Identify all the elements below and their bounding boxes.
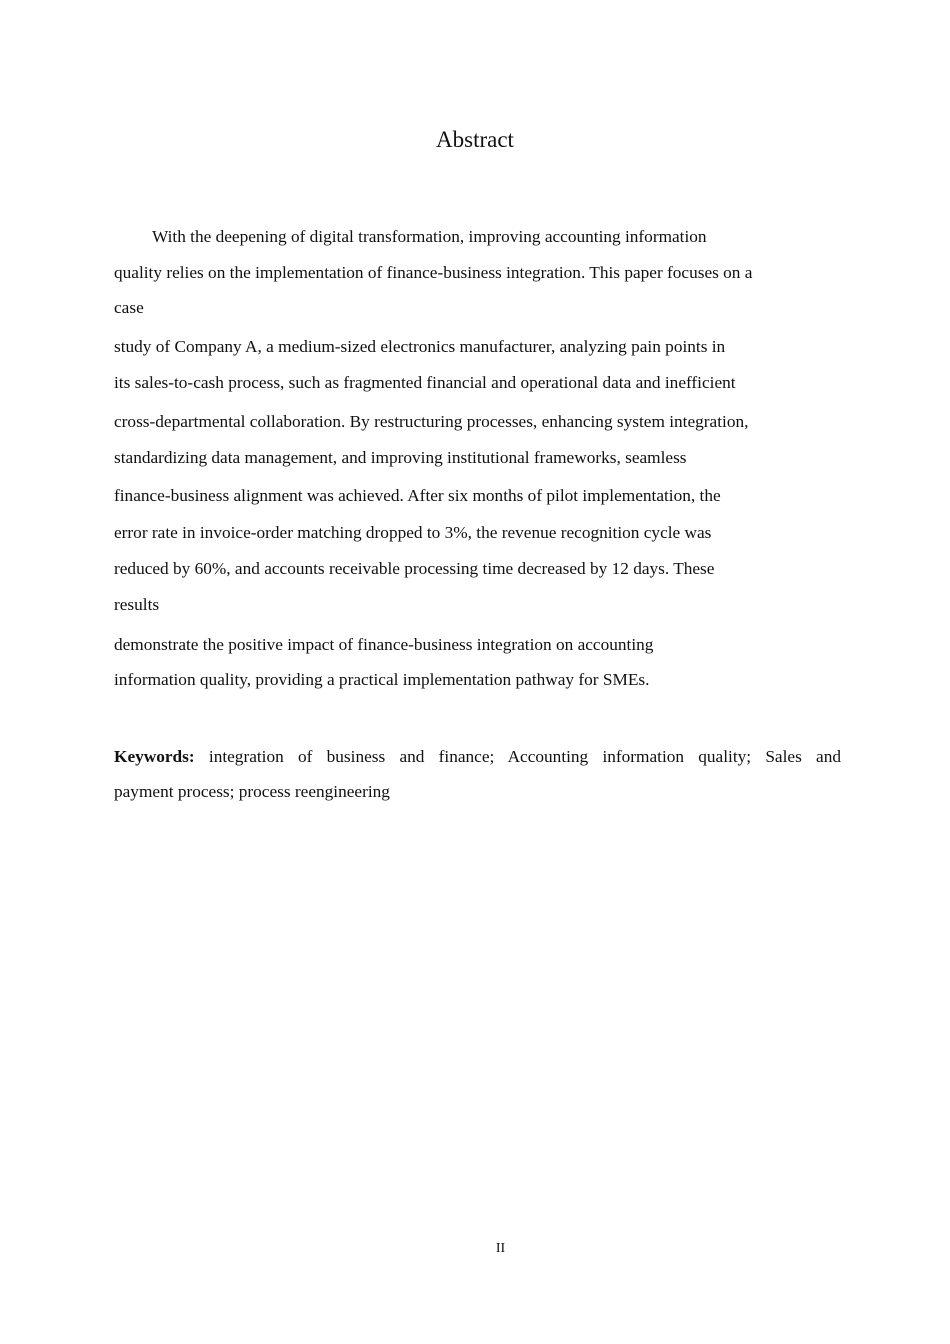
page-number: II bbox=[495, 1241, 506, 1256]
abstract-line-3: case bbox=[114, 298, 144, 317]
abstract-line-4: study of Company A, a medium-sized electronics manufacturer, analyzing pain points in bbox=[114, 337, 726, 356]
keywords-block bbox=[114, 745, 841, 804]
abstract-title: Abstract bbox=[436, 127, 514, 152]
abstract-line-6: cross-departmental collaboration. By restructuring processes, enhancing system integration, bbox=[114, 412, 749, 431]
keywords-text-1: integration of business and finance; Accounting information quality; Sales and bbox=[208, 747, 841, 766]
abstract-line-12: demonstrate the positive impact of finance-business integration on accounting bbox=[114, 635, 654, 654]
abstract-line-11: results bbox=[114, 595, 160, 614]
abstract-line-13: information quality, providing a practical implementation pathway for SMEs. bbox=[114, 670, 650, 689]
abstract-line-5: its sales-to-cash process, such as fragmented financial and operational data and inefficient bbox=[114, 373, 736, 392]
abstract-line-9: error rate in invoice-order matching dropped to 3%, the revenue recognition cycle was bbox=[114, 523, 712, 542]
abstract-line-7: standardizing data management, and improving institutional frameworks, seamless bbox=[114, 448, 687, 467]
keywords-line-1 bbox=[114, 745, 841, 769]
abstract-line-10: reduced by 60%, and accounts receivable processing time decreased by 12 days. These bbox=[114, 559, 715, 578]
abstract-line-8: finance-business alignment was achieved. After six months of pilot implementation, the bbox=[114, 486, 721, 505]
abstract-line-2: quality relies on the implementation of finance-business integration. This paper focuses on a bbox=[114, 263, 753, 282]
abstract-line-1: With the deepening of digital transformation, improving accounting information bbox=[152, 227, 707, 246]
keywords-label: Keywords: bbox=[114, 747, 195, 766]
keywords-line-2: payment process; process reengineering bbox=[114, 782, 390, 801]
